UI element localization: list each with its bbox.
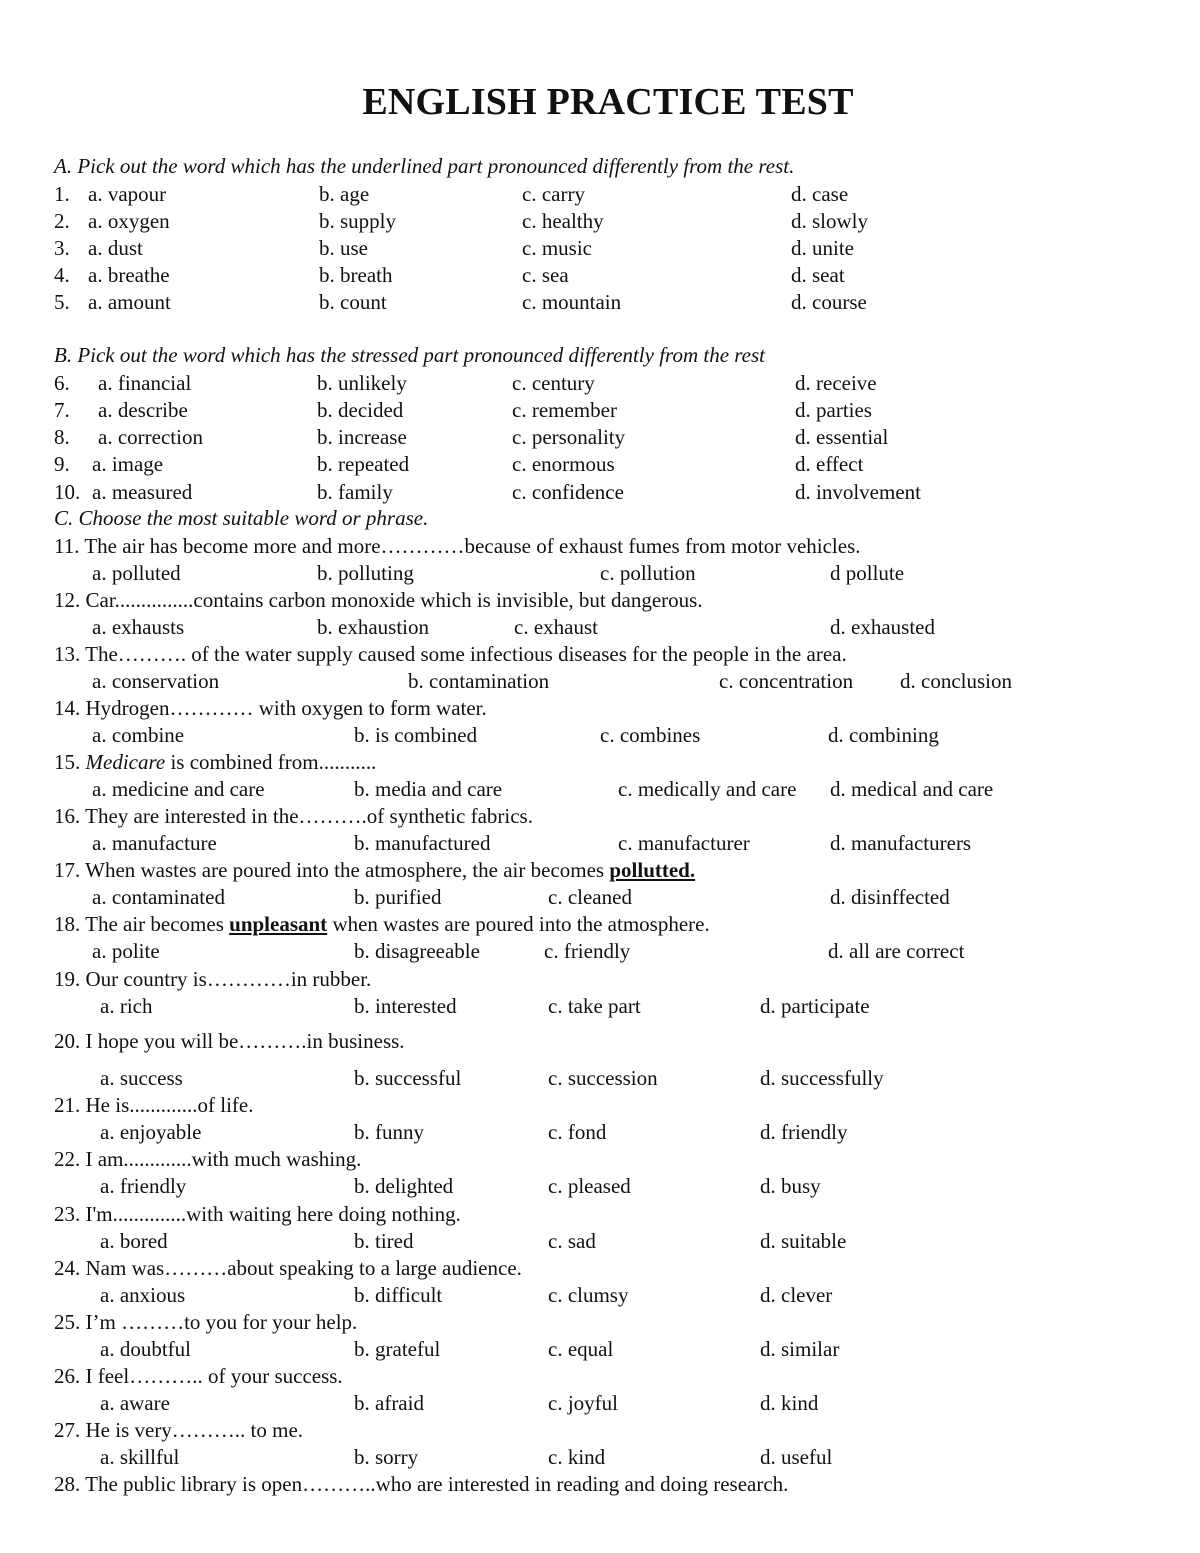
option-d: d. participate — [760, 994, 870, 1018]
option-a: a. amount — [88, 290, 171, 314]
option-a: a. manufacture — [92, 831, 217, 855]
question-stem: 18. The air becomes unpleasant when wastes are poured into the atmosphere. — [54, 912, 710, 936]
option-a: a. correction — [98, 425, 203, 449]
option-d: d. involvement — [795, 480, 921, 504]
option-d: d. friendly — [760, 1120, 848, 1144]
option-c: c. mountain — [522, 290, 622, 314]
option-c: c. exhaust — [514, 615, 598, 639]
question-number: 9. — [54, 452, 70, 476]
question-stem: 27. He is very……….. to me. — [54, 1418, 304, 1442]
option-b: b. difficult — [354, 1283, 443, 1307]
option-d: d. useful — [760, 1445, 833, 1469]
option-a: a. image — [92, 452, 164, 476]
option-b: b. afraid — [354, 1391, 424, 1415]
question-stem: 11. The air has become more and more…………because of exhaust fumes from motor vehicles. — [54, 534, 861, 558]
option-b: b. use — [319, 236, 368, 260]
option-a: a. bored — [100, 1229, 168, 1253]
option-c: c. succession — [548, 1066, 658, 1090]
question-row — [54, 289, 954, 316]
question-row — [54, 208, 954, 235]
option-b: b. successful — [354, 1066, 462, 1090]
option-c: c. joyful — [548, 1391, 618, 1415]
section-a-heading: A. Pick out the word which has the underlined part pronounced differently from the rest. — [54, 154, 795, 178]
option-b: b. funny — [354, 1120, 424, 1144]
option-d: d. course — [791, 290, 867, 314]
option-c: c. medically and care — [618, 777, 797, 801]
option-c: c. cleaned — [548, 885, 632, 909]
question-stem: 17. When wastes are poured into the atmosphere, the air becomes pollutted. — [54, 858, 696, 882]
question-stem: 14. Hydrogen………… with oxygen to form water. — [54, 696, 487, 720]
option-b: b. count — [319, 290, 387, 314]
option-a: a. contaminated — [92, 885, 225, 909]
option-b: b. breath — [319, 263, 393, 287]
question-stem: 26. I feel……….. of your success. — [54, 1364, 343, 1388]
option-a: a. describe — [98, 398, 188, 422]
option-a: a. oxygen — [88, 209, 170, 233]
option-a: a. skillful — [100, 1445, 180, 1469]
option-b: b. increase — [317, 425, 407, 449]
question-number: 5. — [54, 290, 70, 314]
option-c: c. century — [512, 371, 595, 395]
answer-options — [54, 1065, 1054, 1092]
option-d: d. seat — [791, 263, 845, 287]
option-a: a. polite — [92, 939, 160, 963]
option-a: a. enjoyable — [100, 1120, 202, 1144]
option-b: b. age — [319, 182, 370, 206]
question-number: 6. — [54, 371, 70, 395]
option-c: c. kind — [548, 1445, 606, 1469]
question-row — [54, 370, 954, 397]
option-c: c. combines — [600, 723, 701, 747]
option-c: c. take part — [548, 994, 641, 1018]
question-number: 7. — [54, 398, 70, 422]
option-d: d pollute — [830, 561, 905, 585]
question-stem: 23. I'm..............with waiting here doing nothing. — [54, 1202, 461, 1226]
question-stem: 28. The public library is open………..who are interested in reading and doing research. — [54, 1472, 789, 1496]
question-row — [54, 451, 954, 478]
answer-options — [54, 1390, 1054, 1417]
question-stem: 25. I’m ………to you for your help. — [54, 1310, 358, 1334]
option-a: a. aware — [100, 1391, 170, 1415]
answer-options — [54, 1228, 1054, 1255]
section-b-heading: B. Pick out the word which has the stressed part pronounced differently from the rest — [54, 343, 765, 367]
option-b: b. tired — [354, 1229, 414, 1253]
answer-options — [54, 938, 1054, 965]
option-d: d. clever — [760, 1283, 833, 1307]
option-d: d. busy — [760, 1174, 821, 1198]
option-c: c. equal — [548, 1337, 614, 1361]
option-c: c. pleased — [548, 1174, 631, 1198]
question-number: 8. — [54, 425, 70, 449]
option-b: b. media and care — [354, 777, 503, 801]
option-d: d. effect — [795, 452, 864, 476]
option-c: c. healthy — [522, 209, 604, 233]
answer-options — [54, 614, 1054, 641]
question-row — [54, 235, 954, 262]
answer-options — [54, 884, 1054, 911]
question-number: 2. — [54, 209, 70, 233]
option-c: c. pollution — [600, 561, 696, 585]
highlighted-word: unpleasant — [229, 912, 328, 936]
option-b: b. manufactured — [354, 831, 491, 855]
option-d: d. case — [791, 182, 849, 206]
option-c: c. clumsy — [548, 1283, 629, 1307]
option-b: b. repeated — [317, 452, 410, 476]
option-a: a. combine — [92, 723, 185, 747]
option-b: b. unlikely — [317, 371, 407, 395]
option-d: d. essential — [795, 425, 889, 449]
option-d: d. suitable — [760, 1229, 847, 1253]
option-d: d. conclusion — [900, 669, 1012, 693]
answer-options — [54, 722, 1054, 749]
option-d: d. disinffected — [830, 885, 950, 909]
option-a: a. exhausts — [92, 615, 185, 639]
answer-options — [54, 560, 1054, 587]
question-stem: 19. Our country is…………in rubber. — [54, 967, 372, 991]
option-b: b. disagreeable — [354, 939, 480, 963]
option-b: b. purified — [354, 885, 442, 909]
answer-options — [54, 1336, 1054, 1363]
question-row — [54, 397, 954, 424]
option-b: b. family — [317, 480, 393, 504]
option-a: a. rich — [100, 994, 153, 1018]
question-stem: 12. Car...............contains carbon monoxide which is invisible, but dangerous. — [54, 588, 703, 612]
option-a: a. polluted — [92, 561, 181, 585]
question-number: 3. — [54, 236, 70, 260]
option-d: d. parties — [795, 398, 872, 422]
option-c: c. music — [522, 236, 592, 260]
highlighted-word: pollutted. — [609, 858, 696, 882]
question-stem: 16. They are interested in the……….of synthetic fabrics. — [54, 804, 533, 828]
option-a: a. success — [100, 1066, 183, 1090]
option-b: b. contamination — [408, 669, 550, 693]
option-b: b. supply — [319, 209, 397, 233]
answer-options — [54, 1173, 1054, 1200]
option-c: c. manufacturer — [618, 831, 750, 855]
option-c: c. remember — [512, 398, 617, 422]
option-d: d. successfully — [760, 1066, 884, 1090]
option-c: c. concentration — [719, 669, 854, 693]
option-b: b. delighted — [354, 1174, 454, 1198]
option-a: a. conservation — [92, 669, 220, 693]
option-a: a. breathe — [88, 263, 170, 287]
answer-options — [54, 668, 1054, 695]
option-a: a. friendly — [100, 1174, 187, 1198]
question-stem: 20. I hope you will be……….in business. — [54, 1029, 405, 1053]
option-d: d. medical and care — [830, 777, 994, 801]
option-b: b. is combined — [354, 723, 478, 747]
question-row — [54, 262, 954, 289]
option-c: c. enormous — [512, 452, 615, 476]
question-number: 10. — [54, 480, 81, 504]
option-d: d. similar — [760, 1337, 840, 1361]
option-b: b. interested — [354, 994, 457, 1018]
option-b: b. sorry — [354, 1445, 419, 1469]
answer-options — [54, 1444, 1054, 1471]
option-b: b. polluting — [317, 561, 414, 585]
option-a: a. financial — [98, 371, 192, 395]
option-d: d. slowly — [791, 209, 869, 233]
option-d: d. all are correct — [828, 939, 965, 963]
option-c: c. personality — [512, 425, 626, 449]
option-b: b. exhaustion — [317, 615, 429, 639]
answer-options — [54, 1119, 1054, 1146]
option-d: d. unite — [791, 236, 854, 260]
question-row — [54, 479, 954, 506]
option-c: c. friendly — [544, 939, 631, 963]
option-a: a. medicine and care — [92, 777, 265, 801]
question-stem: 24. Nam was………about speaking to a large audience. — [54, 1256, 522, 1280]
question-stem: 21. He is.............of life. — [54, 1093, 254, 1117]
option-d: d. kind — [760, 1391, 819, 1415]
option-d: d. manufacturers — [830, 831, 972, 855]
option-a: a. measured — [92, 480, 193, 504]
question-number: 1. — [54, 182, 70, 206]
option-a: a. dust — [88, 236, 143, 260]
question-stem: 22. I am.............with much washing. — [54, 1147, 362, 1171]
option-c: c. confidence — [512, 480, 624, 504]
option-b: b. decided — [317, 398, 404, 422]
option-d: d. receive — [795, 371, 877, 395]
answer-options — [54, 993, 1054, 1020]
question-stem: 15. Medicare is combined from........... — [54, 750, 377, 774]
section-c-heading: C. Choose the most suitable word or phrase. — [54, 506, 429, 530]
option-b: b. grateful — [354, 1337, 441, 1361]
italic-term: Medicare — [85, 750, 166, 774]
option-d: d. combining — [828, 723, 939, 747]
option-c: c. sad — [548, 1229, 596, 1253]
option-a: a. doubtful — [100, 1337, 191, 1361]
question-row — [54, 181, 954, 208]
option-a: a. vapour — [88, 182, 167, 206]
answer-options — [54, 830, 1054, 857]
question-stem: 13. The………. of the water supply caused some infectious diseases for the people in the area. — [54, 642, 847, 666]
option-d: d. exhausted — [830, 615, 935, 639]
option-c: c. carry — [522, 182, 585, 206]
page-title: ENGLISH PRACTICE TEST — [362, 81, 854, 123]
answer-options — [54, 1282, 1054, 1309]
option-a: a. anxious — [100, 1283, 186, 1307]
question-number: 4. — [54, 263, 70, 287]
option-c: c. fond — [548, 1120, 607, 1144]
option-c: c. sea — [522, 263, 569, 287]
question-row — [54, 424, 954, 451]
answer-options — [54, 776, 1054, 803]
